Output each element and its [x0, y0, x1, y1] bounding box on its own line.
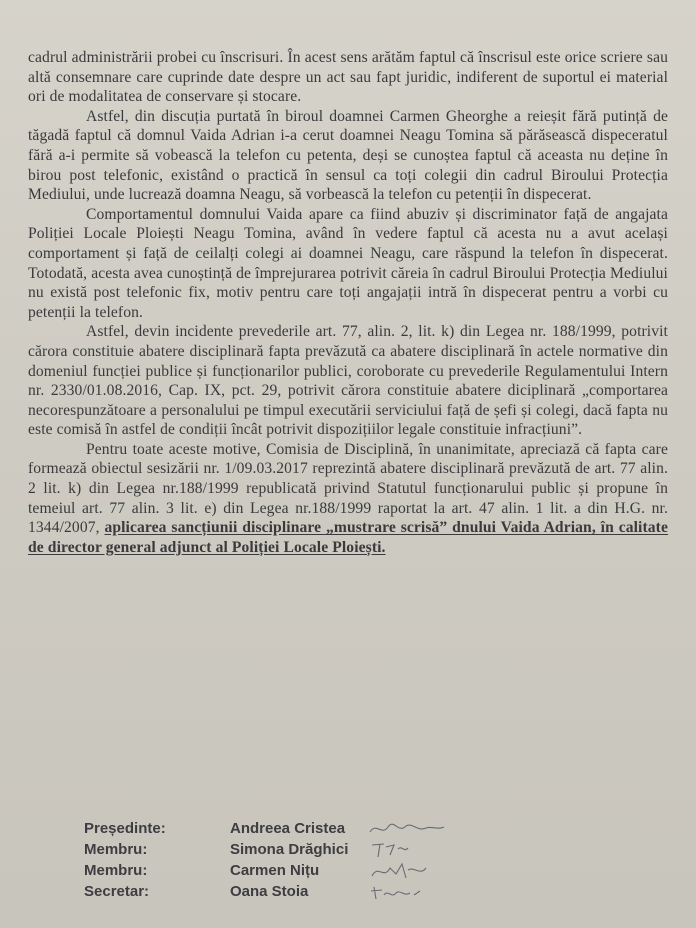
- signer-name: Oana Stoia: [230, 883, 309, 900]
- document-body: [28, 48, 668, 557]
- handwritten-signature: [368, 881, 448, 902]
- signer-name: Andreea Cristea: [230, 820, 346, 837]
- paragraph-5-text: Pentru toate aceste motive, Comisia de Disciplină, în unanimitate, apreciază că fapta care formează obiectul sesizării nr. 1/09.03.2017 reprezintă abatere disciplinară prevăzută de art. 77 alin. 2 lit. k) din Legea nr.188/1999 republicată privind Statutul funcționarului public și propune în temeiul art. 77 alin. 3 lit. e) din Legea nr.188/1999 raportat la art. 47 alin. 1 lit. a din H.G. nr. 1344/2007,: [28, 440, 668, 537]
- paragraph-5: [28, 440, 668, 558]
- signature-row-president: [84, 818, 644, 839]
- role-label: Secretar:: [84, 883, 150, 900]
- role-label: Membru:: [84, 841, 148, 858]
- paragraph-1: cadrul administrării probei cu înscrisuri. În acest sens arătăm faptul că înscrisul este orice scriere sau altă consemnare care cuprinde date despre un act sau fapt juridic, indiferent de suportul ei material ori de modalitatea de conservare și stocare.: [28, 49, 668, 106]
- sanction-emphasis: aplicarea sancțiunii disciplinare „mustrare scrisă” dnului Vaida Adrian, în calitate de director general adjunct al Poliției Locale Ploiești.: [28, 519, 668, 556]
- signer-name: Simona Drăghici: [230, 841, 349, 858]
- handwritten-signature: [368, 818, 448, 839]
- signature-row-member-2: [84, 860, 644, 881]
- signer-name: Carmen Nițu: [230, 862, 320, 879]
- handwritten-signature: [368, 860, 448, 881]
- paragraph-4: Astfel, devin incidente prevederile art. 77, alin. 2, lit. k) din Legea nr. 188/1999, potrivit cărora constituie abatere disciplinară fapta prevăzută ca abatere disciplinară în actele normative din domeniul funcției publice și funcționarilor publici, coroborate cu prevederile Regulamentului Intern nr. 2330/01.08.2016, Cap. IX, pct. 29, potrivit cărora constituie abatere diciplinară „comportarea necorespunzătoare a personalului pe timpul executării serviciului față de șefi și colegi, dacă fapta nu este comisă în astfel de condiții încât potrivit dispozițiilor legale constituie infracțiuni”.: [28, 323, 668, 439]
- handwritten-signature: [368, 839, 448, 860]
- role-label: Membru:: [84, 862, 148, 879]
- signature-row-member-1: [84, 839, 644, 860]
- paragraph-3: Comportamentul domnului Vaida apare ca fiind abuziv și discriminator față de angajata Poliției Locale Ploiești Neagu Tomina, având în vedere faptul că acesta nu a avut același comportament și față de ceilalți colegi ai doamnei Neagu, care răspund la telefon în dispecerat. Totodată, acesta avea cunoștință de împrejurarea potrivit căreia în cadrul Biroului Protecția Mediului nu există post telefonic fix, motiv pentru care toți angajații intră în dispecerat pentru a vorbi cu petenții la telefon.: [28, 205, 668, 321]
- paragraph-2: Astfel, din discuția purtată în biroul doamnei Carmen Gheorghe a reieșit fără putință de tăgadă faptul că domnul Vaida Adrian i-a cerut doamnei Neagu Tomina să părăsească dispeceratul fără a-i permite să vobească la telefon cu petenta, deși se cunoștea faptul că aceasta nu deține în birou post telefonic, existând o practică în sensul ca toți colegii din cadrul Biroului Protecția Mediului, unde lucrează doamna Neagu, să vorbească la telefon cu petenții în dispecerat.: [28, 107, 668, 204]
- signature-block: [84, 818, 644, 902]
- role-label: Președinte:: [84, 820, 166, 837]
- signature-row-secretary: [84, 881, 644, 902]
